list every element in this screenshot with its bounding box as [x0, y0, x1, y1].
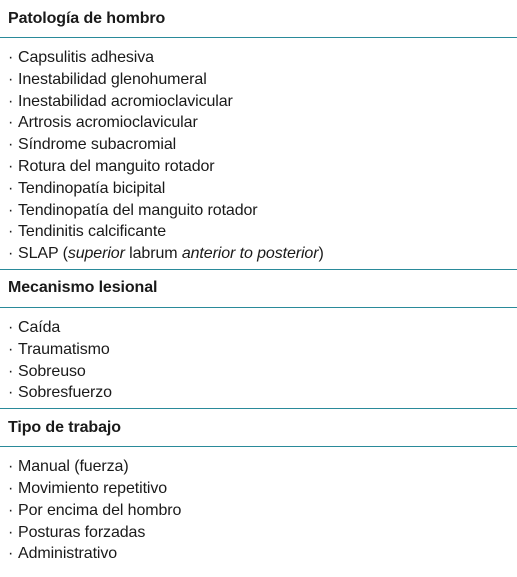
- list-item: [8, 522, 517, 544]
- bullet-icon: ·: [8, 501, 14, 519]
- list-item-text: Traumatismo: [18, 340, 110, 358]
- bullet-icon: ·: [8, 114, 14, 132]
- list-item: [8, 156, 517, 178]
- bullet-icon: ·: [8, 545, 14, 563]
- list-item-text: Síndrome subacromial: [18, 136, 177, 154]
- list-item-text: Tendinopatía bicipital: [18, 179, 166, 197]
- bullet-icon: ·: [8, 201, 14, 219]
- bullet-icon: ·: [8, 318, 14, 336]
- bullet-icon: ·: [8, 157, 14, 175]
- list-item-text: Tendinopatía del manguito rotador: [18, 201, 258, 219]
- bullet-icon: ·: [8, 49, 14, 66]
- bullet-icon: ·: [8, 179, 14, 197]
- list-item: [8, 543, 517, 565]
- section-title: Mecanismo lesional: [8, 279, 158, 297]
- bullet-icon: ·: [8, 458, 14, 476]
- slap-superior: superior: [67, 245, 125, 263]
- list-item-text: Caída: [18, 318, 61, 336]
- list-item: [8, 317, 517, 339]
- list-item: [8, 456, 517, 478]
- bullet-icon: ·: [8, 70, 14, 88]
- list-item: [8, 47, 517, 69]
- bullet-icon: ·: [8, 223, 14, 241]
- list-item-text: Sobresfuerzo: [18, 384, 112, 402]
- bullet-icon: ·: [8, 362, 14, 380]
- section-title: Tipo de trabajo: [8, 418, 121, 436]
- section-body-mecanismo: [0, 308, 517, 409]
- list-item: [8, 178, 517, 200]
- list-item: [8, 478, 517, 500]
- list-item-text: Capsulitis adhesiva: [18, 49, 154, 66]
- section-body-trabajo: [0, 447, 517, 565]
- section-title: Patología de hombro: [8, 9, 166, 27]
- slap-suffix: ): [318, 245, 324, 263]
- section-body-patologia: [0, 38, 517, 270]
- list-item-text: Tendinitis calcificante: [18, 223, 166, 241]
- list-item-text: Posturas forzadas: [18, 523, 146, 541]
- list-item-text: Movimiento repetitivo: [18, 479, 168, 497]
- list-item: [8, 339, 517, 361]
- list-item: [8, 200, 517, 222]
- list-item-text: Manual (fuerza): [18, 458, 129, 476]
- list-item: [8, 382, 517, 404]
- list-item: [8, 361, 517, 383]
- list-item-slap: [8, 243, 517, 265]
- section-header-trabajo: [0, 409, 517, 447]
- list-item: [8, 500, 517, 522]
- bullet-icon: ·: [8, 245, 14, 263]
- bullet-icon: ·: [8, 136, 14, 154]
- bullet-icon: ·: [8, 523, 14, 541]
- bullet-icon: ·: [8, 340, 14, 358]
- list-item: [8, 91, 517, 113]
- bullet-icon: ·: [8, 479, 14, 497]
- list-item-text: Artrosis acromioclavicular: [18, 114, 198, 132]
- list-item-text: Administrativo: [18, 545, 118, 563]
- section-header-mecanismo: [0, 270, 517, 308]
- list-item: [8, 221, 517, 243]
- slap-labrum: labrum: [124, 245, 182, 263]
- list-item-text: Rotura del manguito rotador: [18, 157, 215, 175]
- slap-anterior: anterior to posterior: [181, 245, 319, 263]
- section-header-patologia: [0, 0, 517, 38]
- list-item-text: Inestabilidad acromioclavicular: [18, 92, 233, 110]
- slap-prefix: SLAP (: [18, 245, 68, 263]
- list-item: [8, 112, 517, 134]
- bullet-icon: ·: [8, 384, 14, 402]
- list-item-text: Inestabilidad glenohumeral: [18, 70, 207, 88]
- list-item: [8, 69, 517, 91]
- list-item: [8, 134, 517, 156]
- list-item-text: Sobreuso: [18, 362, 86, 380]
- list-item-text: Por encima del hombro: [18, 501, 182, 519]
- bullet-icon: ·: [8, 92, 14, 110]
